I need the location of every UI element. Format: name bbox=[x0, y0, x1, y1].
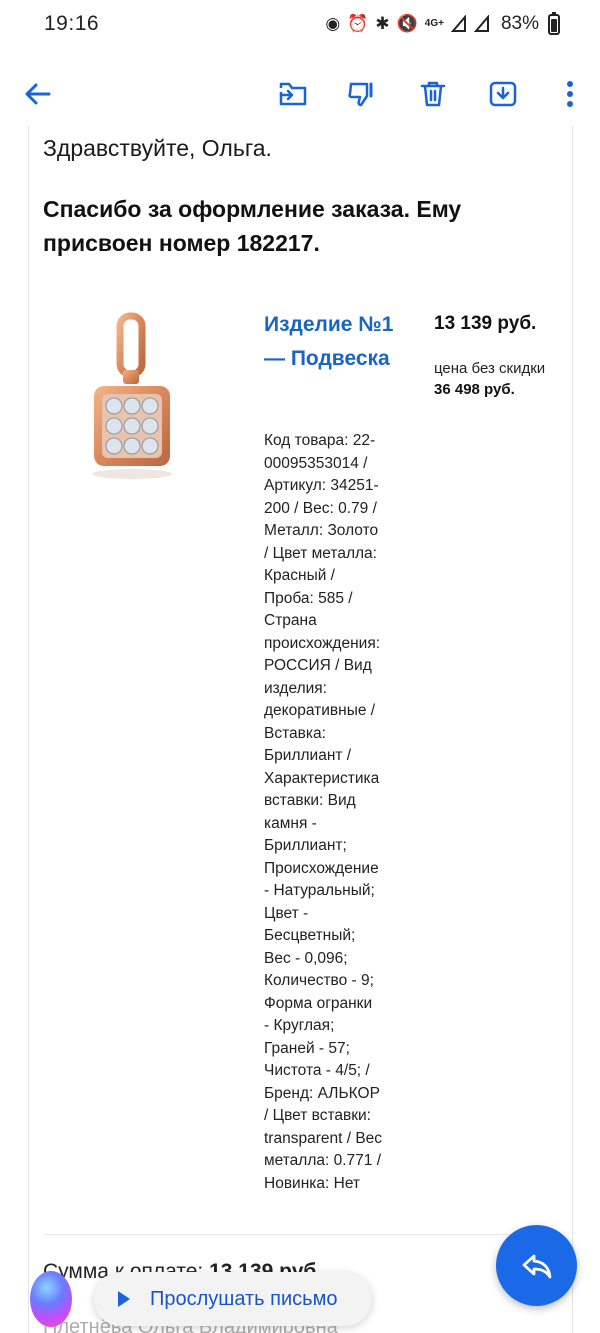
status-bar bbox=[0, 0, 600, 52]
item-detail-line: происхождения: bbox=[264, 634, 381, 652]
item-details bbox=[264, 430, 392, 1195]
email-greeting: Здравствуйте, Ольга. bbox=[43, 135, 272, 161]
battery-percent: 83% bbox=[500, 13, 539, 34]
item-detail-line: Характеристика bbox=[264, 769, 380, 787]
item-detail-line: / Цвет вставки: bbox=[264, 1107, 371, 1124]
play-icon bbox=[118, 1291, 130, 1307]
more-options-button[interactable] bbox=[548, 72, 592, 116]
item-detail-line: Чистота - 4/5; / bbox=[264, 1062, 370, 1079]
item-detail-line: Бриллиант; bbox=[264, 837, 347, 854]
mute-icon: 🔇 bbox=[396, 14, 418, 33]
item-detail-line: Форма огранки bbox=[264, 994, 373, 1012]
listen-email-button[interactable] bbox=[94, 1272, 372, 1326]
total-label: Сумма bbox=[43, 1260, 109, 1283]
no-discount-price: 36 498 руб. bbox=[434, 381, 515, 398]
item-detail-line: декоративные / bbox=[264, 702, 376, 719]
move-folder-icon bbox=[277, 78, 309, 110]
item-detail-line: камня - bbox=[264, 814, 317, 832]
signal-icon-2 bbox=[474, 15, 490, 33]
bluetooth-icon: ✱ bbox=[375, 14, 390, 33]
item-detail-line: Красный / bbox=[264, 567, 335, 584]
item-detail-line: изделия: bbox=[264, 679, 327, 697]
item-detail-line: Бренд: АЛЬКОР bbox=[264, 1084, 380, 1102]
recipient-name: Плетнёва bbox=[43, 1316, 133, 1333]
item-detail-line: вставки: Вид bbox=[264, 792, 356, 809]
item-price: 13 139 руб. bbox=[434, 313, 537, 334]
pendant-image bbox=[80, 308, 200, 493]
item-detail-line: Артикул: 34251- bbox=[264, 477, 379, 494]
item-detail-line: Количество - 9; bbox=[264, 972, 374, 989]
item-detail-line: Бриллиант / bbox=[264, 747, 352, 764]
order-confirmation-text: Спасибо за оформление заказа. Ему присвоен номер 182217. bbox=[43, 196, 462, 256]
back-arrow-icon bbox=[22, 78, 54, 110]
item-detail-line: Металл: Золото bbox=[264, 522, 379, 539]
trash-icon bbox=[417, 78, 449, 110]
item-detail-line: Граней - 57; bbox=[264, 1039, 350, 1057]
item-detail-line: transparent / Вес bbox=[264, 1129, 383, 1147]
item-detail-line: / Цвет металла: bbox=[264, 544, 377, 562]
delete-button[interactable] bbox=[411, 72, 455, 116]
signal-icon bbox=[451, 15, 467, 33]
item-detail-line: Страна bbox=[264, 612, 317, 629]
archive-button[interactable] bbox=[481, 72, 525, 116]
email-toolbar bbox=[0, 62, 600, 126]
network-type: 4G+ bbox=[424, 18, 444, 29]
no-discount-label: цена без скидки bbox=[434, 360, 546, 377]
item-detail-line: 00095353014 / bbox=[264, 454, 368, 472]
product-image[interactable] bbox=[80, 308, 200, 493]
battery-icon bbox=[548, 14, 560, 35]
item-detail-line: Проба: 585 / bbox=[264, 589, 353, 607]
item-detail-line: Бесцветный; bbox=[264, 927, 356, 944]
item-detail-line: Вес - 0,096; bbox=[264, 949, 348, 967]
item-detail-line: Код товара: 22- bbox=[264, 432, 376, 449]
move-to-folder-button[interactable] bbox=[271, 72, 315, 116]
reply-icon bbox=[519, 1248, 555, 1284]
item-detail-line: Цвет - bbox=[264, 904, 309, 922]
item-detail-line: РОССИЯ / Вид bbox=[264, 657, 372, 674]
item-detail-line: Происхождение bbox=[264, 859, 379, 877]
back-button[interactable] bbox=[16, 72, 60, 116]
item-detail-line: Новинка: Нет bbox=[264, 1174, 361, 1192]
item-detail-line: металла: 0.771 / bbox=[264, 1152, 382, 1169]
divider bbox=[44, 1234, 544, 1235]
notification-icon: ◉ bbox=[325, 14, 341, 33]
alarm-icon: ⏰ bbox=[347, 14, 369, 33]
listen-label: Прослушать письмо bbox=[150, 1287, 338, 1310]
more-vertical-icon bbox=[554, 78, 586, 110]
item-detail-line: Вставка: bbox=[264, 724, 326, 742]
item-detail-line: - Натуральный; bbox=[264, 882, 375, 899]
thumbs-down-icon bbox=[346, 78, 378, 110]
spam-button[interactable] bbox=[340, 72, 384, 116]
item-detail-line: 200 / Вес: 0.79 / bbox=[264, 499, 377, 517]
item-title-link[interactable]: Изделие №1 — Подвеска bbox=[264, 313, 394, 370]
voice-assistant-orb[interactable] bbox=[30, 1271, 72, 1327]
reply-button[interactable] bbox=[496, 1225, 577, 1306]
status-time: 19:16 bbox=[44, 12, 100, 35]
status-icons bbox=[325, 13, 560, 35]
download-icon bbox=[487, 78, 519, 110]
item-detail-line: - Круглая; bbox=[264, 1017, 335, 1034]
